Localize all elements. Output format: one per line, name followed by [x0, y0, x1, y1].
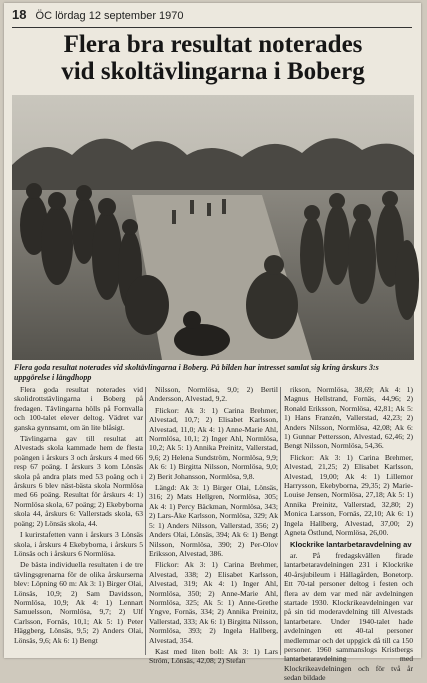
photo-image: [12, 95, 414, 360]
article-photo: [12, 95, 414, 360]
paragraph: rikson, Normlösa, 38,69; Ak 4: 1) Magnus Hellstrand, Fornäs, 44,96; 2) Ronald Eriksson, Normlösa, 42,81; Ak 5: 1) Hans Franzén, Vallerstad, 42,23; 2) Anders Nilsson, Normlösa, 42,08; Ak 6: 1) Gunnar Pettersson, Alvestad, 62,46; 2) Bengt Nilsson, Normlösa, 54,36.: [284, 385, 413, 451]
paragraph: Längd: Ak 3: 1) Birger Olai, Lönsäs, 316; 2) Mats Hellgren, Normlösa, 305; Ak 4: 1) Percy Bäckman, Normlösa, 343; 2) Lars-Åke Karlsson, Normlösa, 329; Ak 5: 1) Anders Nilsson, Vallerstad, 356; 2) Anders Olai, Lönsäs, 394; Ak 6: 1) Bengt Nilsson, Normlösa, 390; 2) Per-Olov Eriksson, Alvestad, 386.: [149, 483, 278, 558]
paragraph: Flickor: Ak 3: 1) Carina Brehmer, Alvestad, 10,7; 2) Elisabet Karlsson, Alvestad, 11,0; Ak 4: 1) Anne-Marie Ahl, Normlösa, 10,1; 2) Inger Ahl, Normlösa, 10,2; Ak 5: 1) Annika Preinitz, Vallerstad, 9,6; 2) Helena Sundström, Normlösa, 9,9; Ak 6: 1) Birgitta Nilsson, Normlösa, 9,0; 2) Berit Johansson, Normlösa, 9,8.: [149, 405, 278, 481]
column-rule: [280, 387, 281, 655]
paragraph: Flickor: Ak 3: 1) Carina Brehmer, Alvestad, 338; 2) Elisabet Karlsson, Alvestad, 319; Ak 4: 1) Inger Ahl, Normlösa, 350; 2) Anne-Marie Ahl, Normlösa, 325; Ak 5: 1) Anne-Grethe Yngve, Fornäs, 334; 2) Annika Preinitz, Vallerstad, 333; Ak 6: 1) Birgitta Nilsson, Normlösa, 393; 2) Ingela Hallberg, Alvestad, 354.: [149, 560, 278, 645]
paper-name: ÖC: [35, 10, 53, 22]
photo-caption: Flera goda resultat noterades vid skoltävlingarna i Boberg. På bilden har intresset samlat sig kring årskurs 3:s uppgörelse i längdhopp: [14, 363, 379, 382]
article-column-2: [149, 385, 278, 666]
paragraph: Nilsson, Normlösa, 9,0; 2) Bertil Andersson, Alvestad, 9,2.: [149, 385, 278, 404]
dateline: [12, 7, 412, 28]
article-column-3: [284, 385, 413, 683]
paragraph: Flickor: Ak 3: 1) Carina Brehmer, Alvestad, 21,25; 2) Elisabet Karlsson, Alvestad, 19,00; Ak 4: 1) Lillemor Harrysson, Ekebyborna, 29,35; 2) Marie-Louise Jensen, Normlösa, 27,18; Ak 5: 1) Annika Preinitz, Vallerstad, 32,80; 2) Monica Larsson, Fornäs, 22,10; Ak 6: 1) Ingela Hallberg, Alvestad, 37,00; 2) Agneta Östlund, Normlösa, 26,00.: [284, 452, 413, 538]
paragraph: De bästa individuella resultaten i de tre tävlingsgrenarna för de olika årskurserna blev: Löpning 60 m: Ak 3: 1) Birger Olai, Lönsäs, 10,9; 2) Sam Davidsson, Normlösa, 10,9; Ak 4: 1) Lennart Samuelsson, Normlösa, 9,7; 2) Ulf Carlsson, Fornäs, 10,1; Ak 5: 1) Peter Häggberg, Lönsäs, 9,5; 2) Anders Olai, Lönsäs, 9,6; Ak 6: 1) Bengt: [14, 560, 143, 645]
headline-line-1: Flera bra resultat noterades: [63, 31, 363, 58]
headline-line-2: vid skoltävlingarna i Boberg: [61, 58, 365, 85]
page-number: 18: [12, 7, 27, 22]
paragraph: ar. På fredagskvällen firade lantarbetaravdelningen 231 i Klockrike 40-årsjubileum i Hällagården, Bonetorp. Ett 70-tal personer deltog i festen och flera av dem var med när avdelningen startade 1930. Klockrikeavdelningen var på sin tid moderavdelning till Alvestads lantarbetare. Under 1940-talet hade avdelningen ett 40-tal personer medlemmar och det uppgick då till ca 150 personer. 1960 sammanslogs Kristbergs lantarbetaravdelning med Klockrikeavdelningen och för två år sedan bildade: [284, 550, 413, 683]
paragraph: I kurirstafetten vann i årskurs 3 Lönsäs skola, i årskurs 4 Ekebyborna, i årskurs 5 Lönsäs och i årskurs 6 Normlösa.: [14, 530, 143, 558]
subheading: Klockrike lantarbetaravdelning av: [290, 539, 412, 549]
newspaper-clipping: [4, 3, 421, 683]
article-headline: [12, 31, 414, 85]
publication-date: lördag 12 september 1970: [55, 10, 184, 22]
paragraph: Kast med liten boll: Ak 3: 1) Lars Ström, Lönsäs, 42,08; 2) Stefan: [149, 646, 278, 666]
paragraph: Tävlingarna gav till resultat att Alvestads skola kammade hem de flesta poängen i årskurs 3 och årskurs 4 med 66 resp 67 poäng. I årskurs 3 kom Lönsäs skola på andra plats med 53 poäng och i årskurs 6 blev näst-bästa skola Normlösa med 66 poäng. Resultat för årskurs 4: 1) Normlösa skola, 67 poäng; 2) Ekebyborna skola 44, årskurs 6: Vallerstads skola, 63 poäng; 2) Lönsäs skola, 44.: [14, 434, 143, 528]
column-rule: [145, 387, 146, 655]
paragraph: Flera goda resultat noterades vid skolidrottstävlingarna i Boberg på fredagen. Tävlingarna hölls på Fornvalla och 100-talet elever deltog. Vädret var ganska gynnsamt, om än lite blåsigt.: [14, 385, 143, 432]
article-column-1: [14, 385, 143, 657]
